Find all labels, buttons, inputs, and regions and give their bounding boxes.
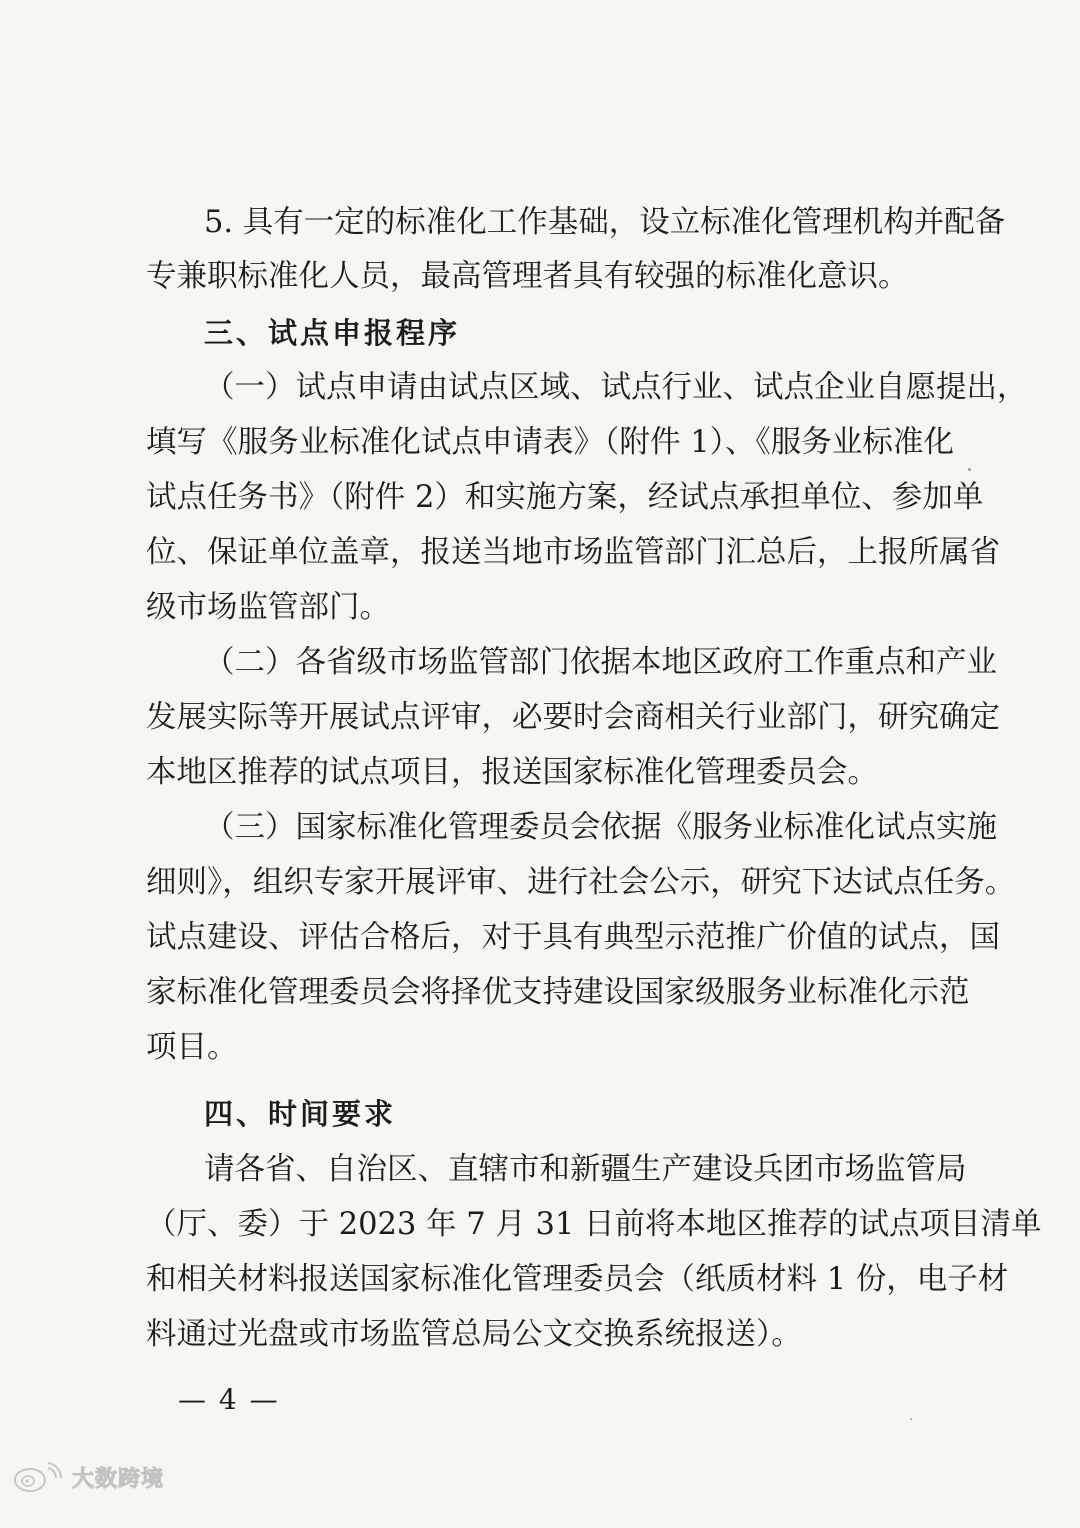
section-4-para-1-line-1: 请各省、自治区、直辖市和新疆生产建设兵团市场监管局 — [204, 1152, 967, 1187]
section-3-heading: 三、试点申报程序 — [204, 316, 461, 350]
section-3-para-3-line-3: 试点建设、评估合格后，对于具有典型示范推广价值的试点，国 — [146, 920, 1000, 955]
section-3-para-1-line-4: 位、保证单位盖章，报送当地市场监管部门汇总后，上报所属省 — [146, 535, 1000, 570]
section-3-para-3-line-2: 细则》，组织专家开展评审、进行社会公示，研究下达试点任务。 — [146, 865, 1016, 900]
page-number: — 4 — — [178, 1383, 280, 1416]
section-3-para-1-line-1: （一）试点申请由试点区域、试点行业、试点企业自愿提出， — [204, 370, 1028, 405]
section-3-para-1-line-2: 填写《服务业标准化试点申请表》（附件 1）、《服务业标准化 — [146, 425, 954, 460]
watermark-text: 大数跨境 — [72, 1466, 165, 1492]
item-5-line-1: 5. 具有一定的标准化工作基础，设立标准化管理机构并配备 — [204, 205, 1006, 240]
section-4-para-1-line-3: 和相关材料报送国家标准化管理委员会（纸质材料 1 份，电子材 — [146, 1262, 1009, 1297]
section-3-para-3-line-1: （三）国家标准化管理委员会依据《服务业标准化试点实施 — [204, 810, 997, 845]
section-3-para-2-line-3: 本地区推荐的试点项目，报送国家标准化管理委员会。 — [146, 755, 878, 790]
section-3-para-3-line-5: 项目。 — [146, 1030, 238, 1065]
section-3-para-1-line-5: 级市场监管部门。 — [146, 590, 390, 625]
scan-speck — [968, 468, 971, 471]
watermark — [12, 1460, 164, 1494]
section-3-para-1-line-3: 试点任务书》（附件 2）和实施方案，经试点承担单位、参加单 — [146, 480, 984, 515]
weibo-logo-icon — [12, 1460, 66, 1494]
section-4-para-1-line-4: 料通过光盘或市场监管总局公文交换系统报送）。 — [146, 1317, 802, 1352]
scan-speck — [910, 1418, 912, 1420]
section-4-para-1-line-2: （厅、委）于 2023 年 7 月 31 日前将本地区推荐的试点项目清单 — [146, 1207, 1042, 1242]
section-3-para-2-line-1: （二）各省级市场监管部门依据本地区政府工作重点和产业 — [204, 645, 997, 680]
section-3-para-3-line-4: 家标准化管理委员会将择优支持建设国家级服务业标准化示范 — [146, 975, 970, 1010]
section-3-para-2-line-2: 发展实际等开展试点评审，必要时会商相关行业部门，研究确定 — [146, 700, 1000, 735]
section-4-heading: 四、时间要求 — [204, 1097, 397, 1131]
item-5-line-2: 专兼职标准化人员，最高管理者具有较强的标准化意识。 — [146, 259, 909, 294]
